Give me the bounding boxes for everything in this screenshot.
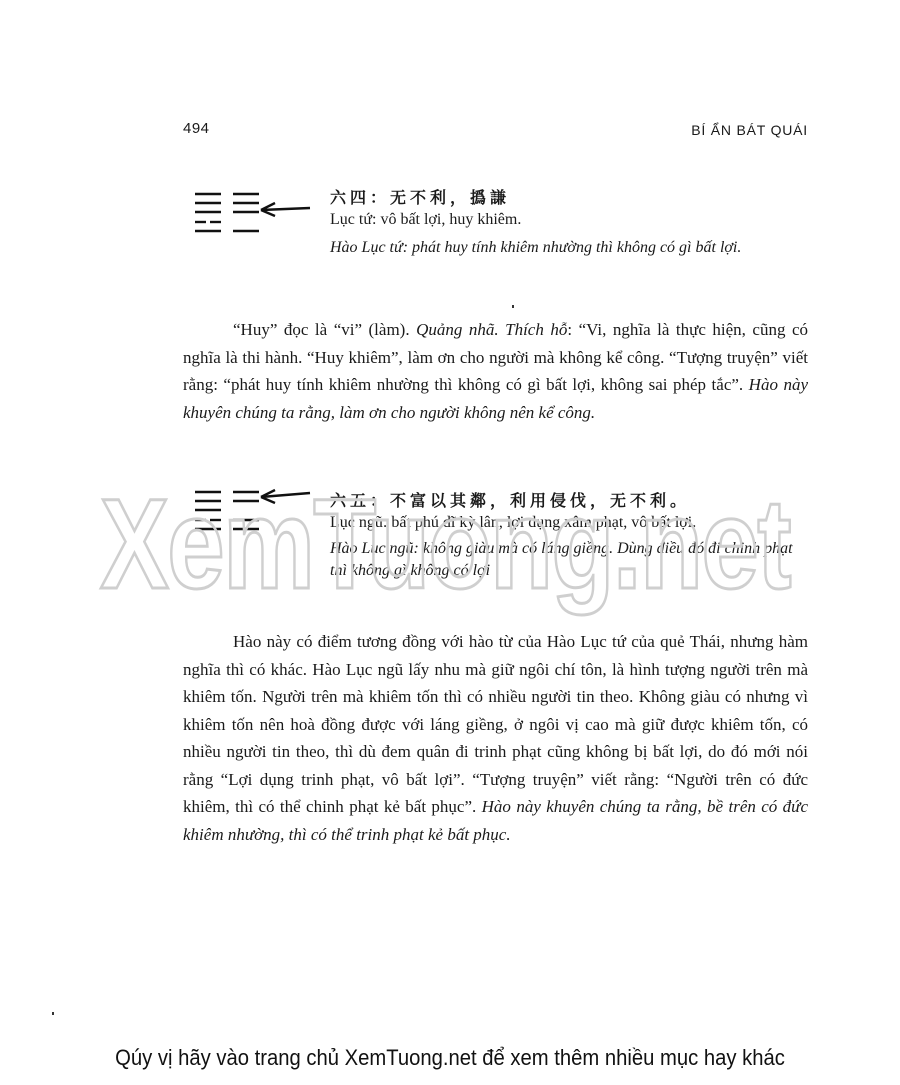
hexagram-line-four-diagram bbox=[195, 186, 325, 246]
paragraph-two-body: Hào này có điểm tương đồng với hào từ của Hào Lục tứ của quẻ Thái, nhưng hàm nghĩa thì có khác. Hào Lục ngũ lấy nhu mà giữ ngôi chí tôn, là hình tượng người trên mà khiêm tốn. Người trên mà khiêm tốn thì có nhiều người tin theo. Không giàu có nhưng vì khiêm tốn nên hoà đồng được với láng giềng, ở ngôi vị cao mà giữ được khiêm tốn, có nhiều người tin theo, thì dù đem quân đi trinh phạt cũng không bị bất lợi, do đó mới nói rằng “Lợi dụng trinh phạt, vô bất lợi”. “Tượng truyện” viết rằng: “Người trên có đức khiêm, thì có thể chinh phạt kẻ bất phục”. bbox=[183, 632, 808, 816]
line-five-meaning: Hào Lục ngũ: không giàu mà có láng giềng. Dùng điều đó đi chinh phạt thì không gì không có lợi bbox=[330, 540, 793, 579]
scan-speck bbox=[52, 1012, 54, 1015]
line-five-chinese: 六五：不富以其鄰，利用侵伐，无不利。 bbox=[330, 491, 691, 510]
hexagram-line-five-diagram bbox=[195, 484, 325, 544]
line-four-block bbox=[330, 187, 810, 259]
hexagram-line-five-icon bbox=[195, 484, 325, 544]
footer-note: Qúy vị hãy vào trang chủ XemTuong.net để xem thêm nhiều mục hay khác bbox=[115, 1045, 785, 1070]
line-four-transliteration: Lục tứ: vô bất lợi, huy khiêm. bbox=[330, 211, 522, 228]
hexagram-khiem-icon bbox=[195, 186, 325, 246]
running-title: BÍ ẨN BÁT QUÁI bbox=[691, 122, 808, 138]
line-four-meaning: Hào Lục tứ: phát huy tính khiêm nhường thì không có gì bất lợi. bbox=[330, 239, 742, 256]
paragraph-two bbox=[183, 628, 808, 848]
scan-speck bbox=[512, 305, 514, 308]
paragraph-one bbox=[183, 316, 808, 426]
line-five-transliteration: Lục ngũ: bất phú dĩ kỳ lân, lợi dụng xâm phạt, vô bất lợi. bbox=[330, 514, 697, 531]
line-five-block bbox=[330, 490, 810, 582]
paragraph-one-source-title: Quảng nhã. Thích hỗ bbox=[416, 320, 568, 339]
paragraph-one-part-1: “Huy” đọc là “vi” (làm). bbox=[233, 320, 417, 339]
page-number: 494 bbox=[183, 120, 210, 137]
paragraph-one-part-2: : “Vi, nghĩa là thực hiện, cũng có nghĩa là thi hành. “Huy khiêm”, làm ơn cho người mà không kể công. “Tượng truyện” viết rằng: “phát huy tính khiêm nhường thì không có gì bất lợi, không sai phép tắc”. bbox=[183, 320, 808, 394]
paragraph-one-advice: Hào này khuyên chúng ta rằng, làm ơn cho người không nên kể công. bbox=[183, 375, 808, 422]
paragraph-two-advice: Hào này khuyên chúng ta rằng, bề trên có đức khiêm nhường, thì có thể trinh phạt kẻ bất phục. bbox=[183, 797, 808, 844]
line-four-chinese: 六四：无不利，撝謙 bbox=[330, 188, 511, 207]
watermark-text: XemTuong.net bbox=[100, 473, 792, 616]
